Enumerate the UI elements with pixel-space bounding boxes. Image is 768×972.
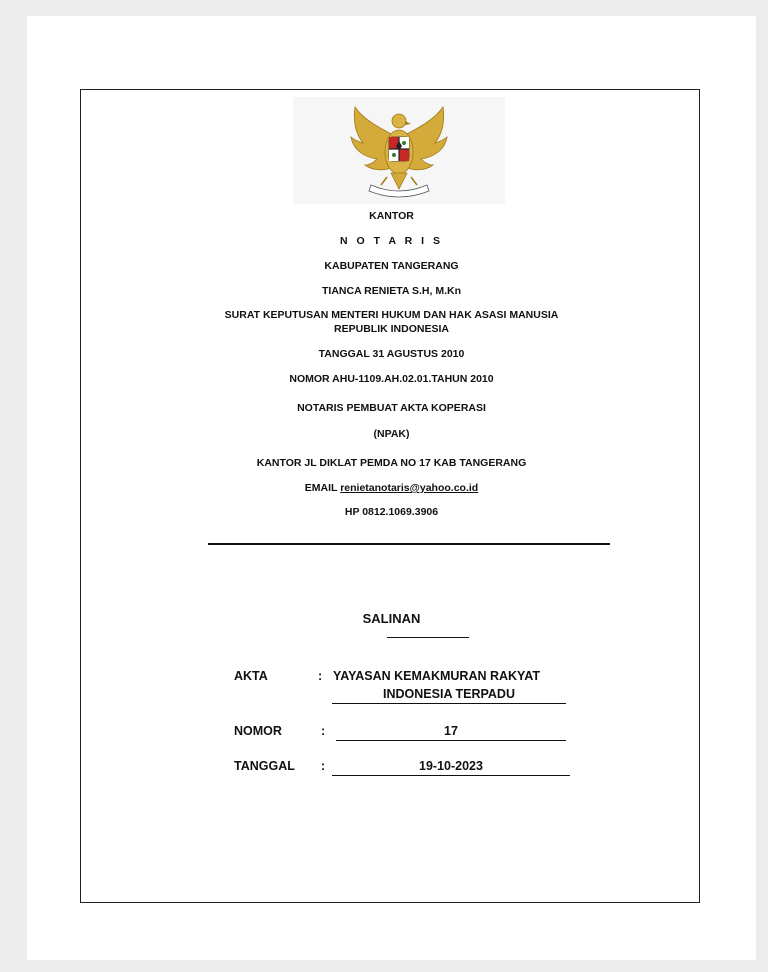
nomor-colon: : [321, 724, 326, 738]
notary-role: NOTARIS PEMBUAT AKTA KOPERASI [297, 402, 486, 414]
email-label: EMAIL [304, 482, 338, 494]
tanggal-underline [332, 775, 570, 776]
akta-label: AKTA [234, 669, 268, 683]
tanggal-colon: : [321, 759, 326, 773]
notary-name: TIANCA RENIETA S.H, M.Kn [321, 285, 462, 297]
notary-role-abbr: (NPAK) [373, 428, 410, 440]
tanggal-label: TANGGAL [234, 759, 295, 773]
garuda-icon [293, 97, 505, 204]
title-underline [387, 637, 469, 638]
header-divider [208, 543, 610, 545]
office-address: KANTOR JL DIKLAT PEMDA NO 17 KAB TANGERANG [256, 457, 527, 469]
header-kabupaten: KABUPATEN TANGERANG [324, 260, 459, 272]
sk-date: TANGGAL 31 AGUSTUS 2010 [318, 348, 465, 360]
sk-line-2: REPUBLIK INDONESIA [334, 323, 449, 335]
nomor-value: 17 [444, 724, 458, 738]
akta-underline [332, 703, 566, 704]
document-page [27, 16, 756, 960]
nomor-underline [336, 740, 566, 741]
nomor-label: NOMOR [234, 724, 282, 738]
akta-value-line-1: YAYASAN KEMAKMURAN RAKYAT [333, 669, 540, 683]
garuda-emblem [293, 97, 505, 204]
email-line [27, 481, 756, 495]
header-notaris: N O T A R I S [340, 235, 443, 247]
sk-number: NOMOR AHU-1109.AH.02.01.TAHUN 2010 [289, 373, 494, 385]
sk-line-1: SURAT KEPUTUSAN MENTERI HUKUM DAN HAK ASASI MANUSIA [224, 309, 559, 321]
akta-value-line-2: INDONESIA TERPADU [383, 687, 515, 701]
akta-colon: : [318, 669, 323, 683]
email-link[interactable]: renietanotaris@yahoo.co.id [340, 482, 479, 494]
document-title: SALINAN [362, 611, 421, 626]
tanggal-value: 19-10-2023 [419, 759, 483, 773]
header-kantor: KANTOR [369, 210, 414, 222]
phone-number: HP 0812.1069.3906 [344, 506, 439, 518]
